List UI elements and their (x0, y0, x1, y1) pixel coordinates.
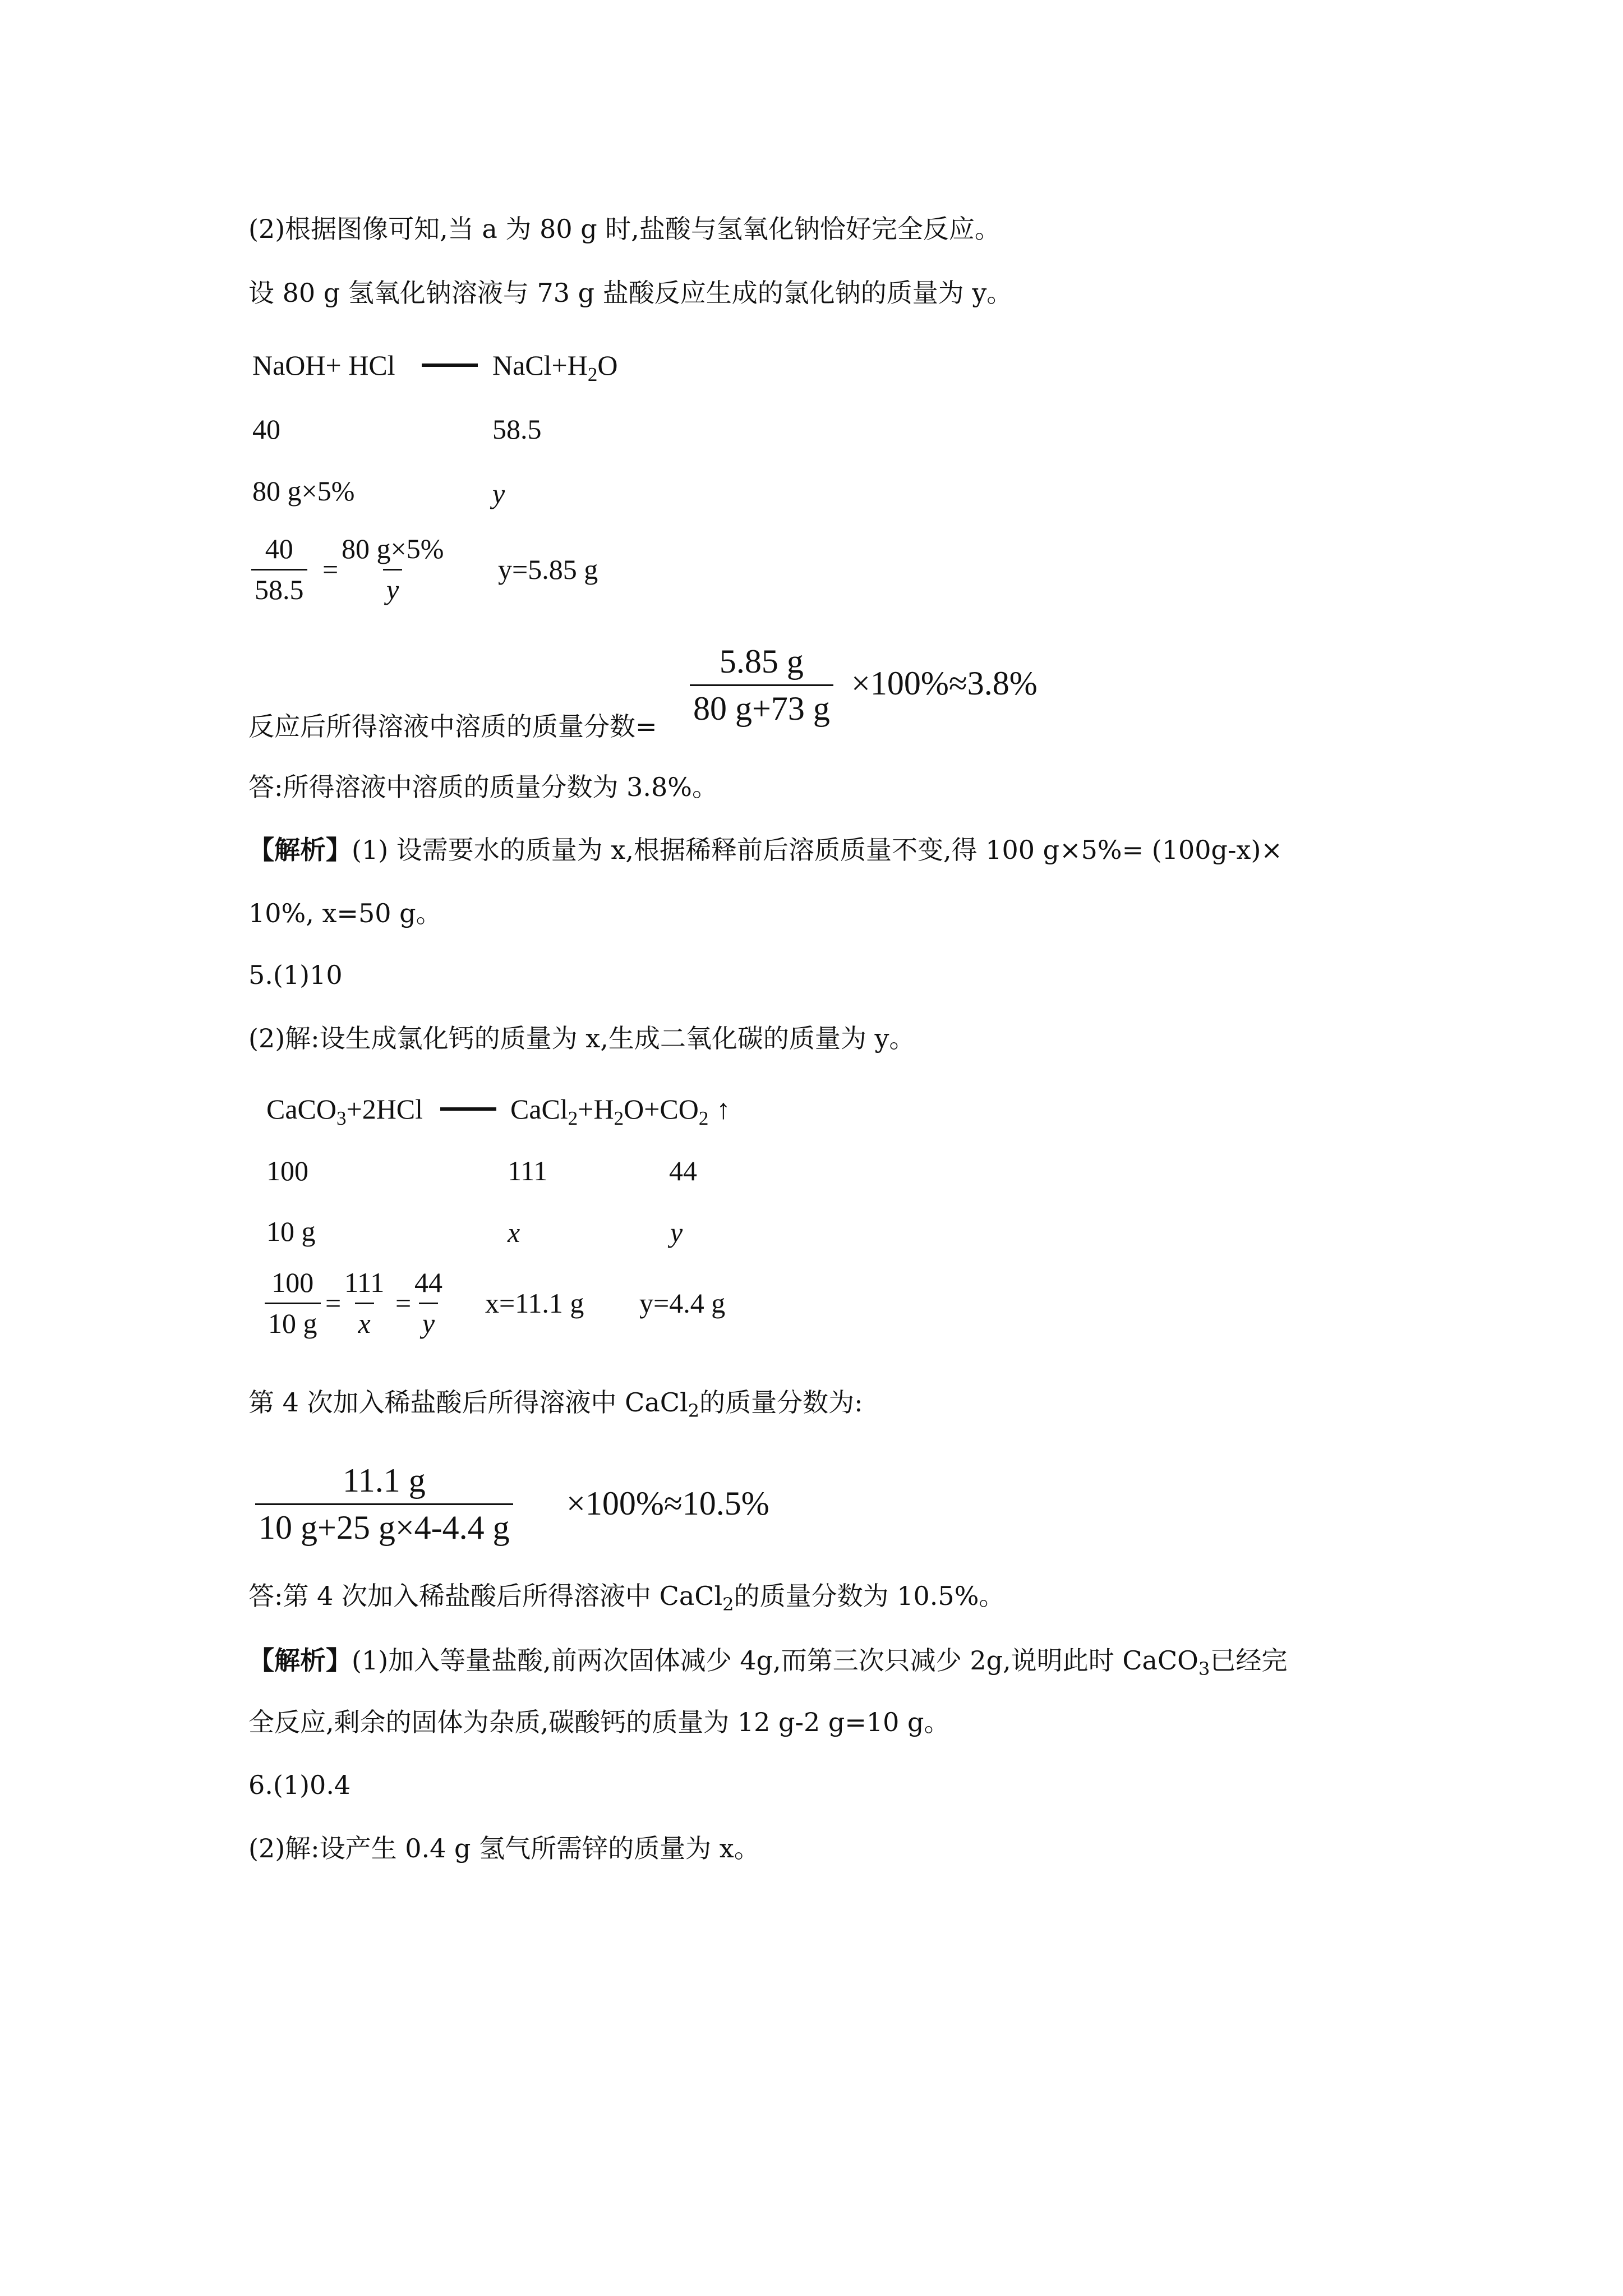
eq2-frac2: $\frac{111}{x}$ (344, 1267, 385, 1339)
eq2-unknown-y: y (670, 1217, 683, 1248)
calc1-fraction: $\frac{5.85 g}{80 g+73 g}$ (690, 642, 833, 728)
q5-part2: (2)解:设生成氯化钙的质量为 x,生成二氧化碳的质量为 y。 (248, 1023, 915, 1053)
q5-mass-fraction-line: 第 4 次加入稀盐酸后所得溶液中 CaCl$_2$的质量分数为: (248, 1387, 863, 1422)
eq1-frac2: $\frac{80 g\times 5\%}{y}$ (342, 533, 444, 605)
eq2-frac-equals-1: = (325, 1287, 342, 1319)
eq2-rhs: $CaCl_2+H_2O+CO_2$ ↑ (510, 1093, 731, 1129)
p2-intro: (2)根据图像可知,当 a 为 80 g 时,盐酸与氢氧化钠恰好完全反应。 (248, 214, 1000, 244)
eq1-result: y=5.85 g (498, 554, 598, 585)
eq1-given: 80 g×5% (252, 475, 355, 507)
eq1-mass-nacl: 58.5 (492, 413, 542, 445)
eq2-lhs: CaCO$_3$+2HCl (266, 1093, 423, 1129)
answer1: 答:所得溶液中溶质的质量分数为 3.8%。 (248, 772, 718, 802)
eq1-frac-equals: = (322, 554, 339, 585)
analysis1-line2: 10%, x=50 g。 (248, 898, 442, 928)
eq1-unknown: y (492, 478, 505, 509)
eq2-mass-cacl2: 111 (508, 1155, 548, 1186)
calc1-tail: ×100%≈3.8% (851, 665, 1038, 702)
eq2-equals-bar (440, 1107, 496, 1111)
eq2-frac1: $\frac{100}{10 g}$ (265, 1267, 321, 1340)
q6-part2: (2)解:设产生 0.4 g 氢气所需锌的质量为 x。 (248, 1833, 760, 1864)
eq1-rhs: $NaCl+H_2O$ (492, 349, 618, 385)
calc1-label: 反应后所得溶液中溶质的质量分数= (248, 711, 657, 742)
answer2: 答:第 4 次加入稀盐酸后所得溶液中 CaCl$_2$的质量分数为 10.5%。 (248, 1581, 1005, 1616)
calc2-fraction: $\frac{11.1 g}{10 g+25 g\times 4-4.4 g}$ (255, 1461, 513, 1547)
analysis2-line1: 【解析】(1)加入等量盐酸,前两次固体减少 4g,而第三次只减少 2g,说明此时 CaCO$_3$已经完 (248, 1645, 1288, 1680)
p2-setup: 设 80 g 氢氧化钠溶液与 73 g 盐酸反应生成的氯化钠的质量为 y。 (248, 278, 1013, 308)
eq2-result-y: y=4.4 g (639, 1287, 726, 1319)
eq2-unknown-x: x (508, 1217, 520, 1248)
eq2-mass-caco3: 100 (266, 1155, 308, 1186)
eq1-mass-naoh: 40 (252, 413, 280, 445)
eq2-frac3: $\frac{44}{y}$ (414, 1267, 442, 1339)
eq2-result-x: x=11.1 g (485, 1287, 584, 1319)
eq2-frac-equals-2: = (395, 1287, 412, 1319)
eq2-mass-co2: 44 (669, 1155, 697, 1186)
analysis1-line1: 【解析】(1) 设需要水的质量为 x,根据稀释前后溶质质量不变,得 100 g×5%= (100g-x)× (248, 835, 1283, 865)
eq1-frac1: $\frac{40}{58.5}$ (251, 533, 307, 606)
analysis-tag: 【解析】 (248, 835, 352, 865)
analysis2-line2: 全反应,剩余的固体为杂质,碳酸钙的质量为 12 g-2 g=10 g。 (248, 1707, 950, 1737)
q6-part1: 6.(1)0.4 (248, 1770, 351, 1800)
eq2-given: 10 g (266, 1216, 316, 1247)
eq1-lhs: NaOH+ HCl (252, 349, 395, 381)
calc2-tail: ×100%≈10.5% (566, 1485, 769, 1522)
analysis-tag: 【解析】 (248, 1645, 352, 1676)
q5-part1: 5.(1)10 (248, 960, 343, 990)
eq1-equals-bar (422, 364, 478, 367)
